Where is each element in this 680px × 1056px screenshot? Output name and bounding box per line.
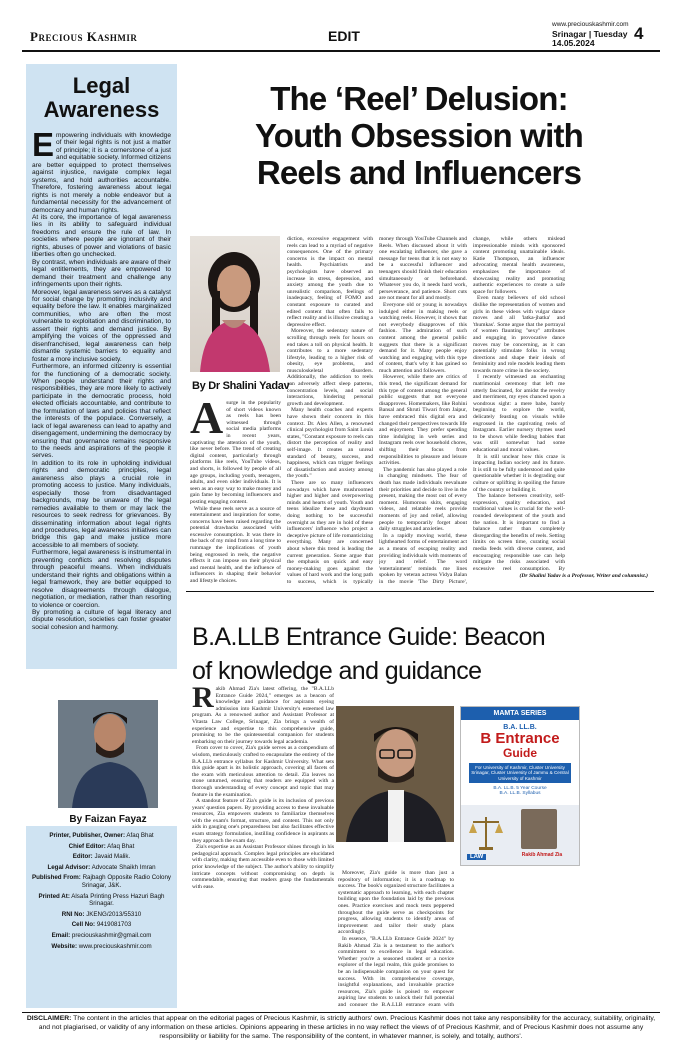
sidebar-body (26, 122, 177, 631)
sidebar-title (26, 64, 177, 122)
portrait-illustration (58, 700, 158, 808)
article1-paragraph: money through YouTube Channels and Reels. When discussed about it with one escalating influencer, she gave a message for teens that it is not easy to be a successful influencer and teenagers should finish their education simultaneously or beforehand. Whatever you do, it needs hard work, perseverance, and patience. Short cuts are not meant for all and mostly. (379, 236, 467, 302)
byline-shalini-yadav: By Dr Shalini Yadav (192, 380, 290, 392)
imprint-row (32, 853, 171, 861)
article1-title-line2: Youth Obsession with (254, 117, 584, 154)
article1-paragraph: It is still unclear how this craze is impacting Indian society and its future. It is still to be fully understood and quite questionable whether it is degrading our culture or uplifting in spoiling the future of the country or building it. (473, 453, 565, 493)
imprint-row (32, 932, 171, 940)
disclaimer-text: The content in the articles that appear on the editorial pages of Precious Kashmir, is strictly authors' own. Precious Kashmir does not take any responsibility for the accuracy, suitability, originality, and not plagiarised, or validity of any information on these articles. Opinions appearing in these articles in no way reflect the views of of Precious Kashmir, and of Precious Kashmir does not assume any responsibility or liability for the same. The responsibility of the content, in whatever manner, is solely, and totally, authors'. (38, 1015, 656, 1041)
book-author-photo (521, 809, 557, 849)
book-publisher-banner: MAMTA SERIES (461, 707, 579, 720)
imprint-label: Editor: (72, 853, 93, 861)
imprint-row (32, 832, 171, 840)
article1-paragraph (190, 400, 281, 506)
masthead-rule (22, 50, 660, 52)
article1-column-1 (190, 400, 281, 585)
imprint-value: Rajbagh Opposite Radio Colony Srinagar, J&K. (81, 874, 171, 889)
author-photo-rakib-ahmad-zia (336, 706, 454, 842)
imprint-label: Chief Editor: (68, 842, 106, 850)
imprint-label: Website: (51, 942, 78, 950)
article1-column-3 (379, 236, 467, 585)
sidebar-paragraph: Furthermore, an informed citizenry is essential for the functioning of a democratic society. When people understand their rights and responsibilities, they are more likely to actively participate in the democratic process, hold elected officials accountable, and contribute to the formulation of laws and policies that reflect the interests of the populace. Conversely, a lack of legal awareness can lead to apathy and disengagement, undermining the democracy by ensuring that governance remains responsive to the needs and aspirations of the people it serves. (32, 363, 171, 460)
imprint-row (32, 943, 171, 951)
imprint-label: Printed At: (38, 892, 70, 900)
article2-column-3 (338, 870, 454, 1006)
article1-paragraph: The pandemic has also played a role in changing mindsets. The fear of death has made individuals reevaluate their priorities and decide to live in the present, making the most out of every moment. Humorous skits, engaging videos, and relatable reels provide moments of joy and relief, allowing people to temporarily forget about daily struggles and anxieties. (379, 466, 467, 533)
book-subtitle: For University of Kashmir, Cluster University Srinagar, Cluster University of Jammu & Central University of Kashmir (469, 763, 571, 783)
article-ballb-title (192, 620, 654, 688)
book-syllabus-line: B.A. LL.B. Syllabus (499, 791, 541, 797)
imprint-label: Cell No: (71, 921, 96, 929)
section-label: EDIT (328, 28, 360, 44)
book-title-sub: Guide (502, 746, 537, 760)
sidebar-paragraph: By promoting a culture of legal literacy and dispute resolution, societies can foster greater social cohesion and harmony. (32, 609, 171, 631)
article2-paragraph: In essence, "B.A.LLb Entrance Guide 2024" by Rakib Ahmad Zia is a testament to the author's commitment to excellence in legal education. Whether you're a seasoned student or a novice explorer of the legal realm, this guide promises to be an indispensable companion on your quest for success. With its comprehensive coverage, insightful explanations, and invaluable practice resources, Zia's guide is poised to empower aspiring law students to unlock their full potential and conquer the B.A.LLB entrance exam with (338, 935, 454, 1006)
article1-author-note: (Dr Shalini Yadav is a Professor, Writer and columnist.) (519, 573, 648, 579)
article2-paragraph: From cover to cover, Zia's guide serves as a compendium of wisdom, meticulously crafted to encapsulate the entirety of the B.A.LLb entrance syllabus for Kashmir University. What sets this guide apart is its holistic approach, covering all facets of the exam with meticulous attention to detail. Zia leaves no stone unturned, ensuring that readers are equipped with a thorough understanding of every concept and topic that may feature in the examination. (192, 745, 334, 798)
sidebar-paragraph: At its core, the importance of legal awareness lies in its ability to safeguard individual freedoms and ensure the rule of law. In societies where people are ignorant of their rights, abuses of power and violations of basic liberties often go unchecked. (32, 213, 171, 259)
book-author-name: Rakib Ahmad Zia (521, 852, 563, 858)
imprint-label: Printer, Publisher, Owner: (49, 832, 126, 839)
article2-paragraph (192, 686, 334, 745)
portrait-illustration (336, 706, 454, 842)
imprint-value: Afaq Bhat (107, 842, 135, 850)
imprint-box (26, 826, 177, 1008)
article1-title-line3: Reels and Influencers (256, 154, 582, 191)
article1-paragraph: change, while others mislead impressionable minds with sponsored content promoting unattainable ideals. Katie Thompson, an influencer advocating mental health awareness, emphasizes the importance of showcasing reality and promoting authentic experiences to create a safe space for followers. (473, 236, 565, 295)
imprint-value: Advocate Shaikh Imran (91, 863, 156, 871)
legal-awareness-sidebar (26, 64, 177, 669)
sidebar-title-line2: Awareness (43, 97, 160, 122)
imprint-value: Javaid Malik. (94, 853, 131, 861)
article2-drop-cap: R (192, 686, 214, 714)
article1-paragraph: Moreover, the sedentary nature of scrolling through reels for hours on end takes a toll on physical health. It contributes to a more sedentary lifestyle, leading to a higher risk of obesity, eye problems, and musculoskeletal disorders. Additionally, the addiction to reels can adversely affect sleep patterns, concentration levels, and social interactions, hindering personal growth and development. (287, 328, 373, 407)
sidebar-first-paragraph: mpowering individuals with knowledge of their legal rights is not just a matter of principle; it is a cornerstone of a just and equitable society. Informed citizens are better equipped to protect themselves against injustice, navigate complex legal systems, and hold authorities accountable. Therefore, fostering awareness about legal rights is not merely a noble endeavor but a fundamental necessity for the advancement of democracy and human rights. (32, 132, 171, 214)
paper-name: Precious Kashmir (30, 29, 138, 44)
imprint-row (32, 864, 171, 872)
imprint-row (32, 893, 171, 908)
book-badge-law: LAW (467, 854, 486, 860)
article2-paragraph: A standout feature of Zia's guide is its inclusion of previous years' question papers. By providing access to these invaluable resources, Zia empowers students to familiarize themselves with the exam's format, structure, and content. This not only aids in gauging one's preparedness but also facilitates effective exam strategy formulation, instilling confidence in aspirants as they approach the exam day. (192, 798, 334, 844)
book-title-main: B Entrance (480, 730, 560, 747)
masthead-dateline: Srinagar | Tuesday (552, 29, 628, 39)
imprint-value: Alsafa Printing Press Hazuri Bagh Srinagar. (71, 892, 165, 908)
article1-paragraph: There are so many influencers nowadays which have mushroomed higher and higher and overpowering minds and hearts of youth. Youth and teens idealize these and daydream doing nothing to be successful overnight as they are in hold of these influencers' influence who project a deceptive picture of life romanticizing everything. Many are concerned about where this trend is leading the current generation. Some argue that the emphasis on quick and easy money-making goes against the values of hard work and the long path to success, which is typically (287, 479, 373, 585)
disclaimer-rule (22, 1012, 660, 1013)
book-title-top: B.A. LL.B. (503, 724, 537, 731)
article2-title-line1: B.A.LLB Entrance Guide: Beacon (192, 623, 546, 651)
sidebar-paragraph: In addition to its role in upholding individual rights and democratic principles, legal awareness also plays a crucial role in promoting access to justice. Many individuals, especially those from disadvantaged backgrounds, may be unaware of the legal remedies available to them or may lack the resources to seek redress for grievances. By disseminating information about legal rights and procedures, legal awareness initiatives can bridge this gap and make justice more accessible to all members of society. (32, 459, 171, 549)
article1-column-2 (287, 236, 373, 585)
sidebar-paragraph: Furthermore, legal awareness is instrumental in preventing conflicts and resolving disputes through peaceful means. When individuals understand their rights and obligations within a legal framework, they are better equipped to resolve disagreements through dialogue, negotiation, or mediation, rather than resorting to violence or coercion. (32, 549, 171, 609)
article1-paragraph: diction, excessive engagement with reels can lead to a myriad of negative consequences. One of the primary concerns is the impact on mental health. Psychiatrists and psychologists have observed an increase in stress, depression, and anxiety among the youth due to unrealistic comparison, feelings of inadequacy, feeling of FOMO and constant exposure to curated and edited content that often fails to reflect reality and is illusive creating a depressive effect. (287, 236, 373, 328)
page-number: 4 (634, 24, 644, 43)
masthead-website: www.preciouskashmir.com (552, 21, 629, 28)
disclaimer-label: DISCLAIMER: (26, 1015, 72, 1022)
article1-paragraph: Even many believers of old school dislike the representation of women and girls in these videos with vulgar dance moves and all 'latka-jhatka' and 'thumkas'. Some argue that the portrayal of women flaunting "sexy" attributes and engaging in provocative dance moves may be concerning, as it can potentially stimulate folks in wrong directions and shape their ideals of femininity and role models leading them towards more crime in the society. (473, 295, 565, 374)
article1-paragraph: However, while there are critics of this trend, the significant demand for this type of content among the general public suggests that not everyone disapproves. Homemakers, like Rohini Bansal and Shruti Tiwari from Jaipur, have embraced this digital era and changed their perspectives towards life and enjoyment. They prefer spending time indulging in web series and Instagram reels over household chores, shifting their focus from responsibilities to pleasure and leisure activities. (379, 374, 467, 467)
sidebar-title-line1: Legal (72, 73, 131, 98)
author-photo-shalini-yadav (190, 236, 280, 372)
article1-first-paragraph: surge in the popularity of short videos known as reels has been witnessed through social media platforms in recent years, captivating the attention of the youth, like never before. The trend of creating digital content, particularly through platforms like reels, YouTube videos, and shorts, is followed by people of all age groups, including youth, teenagers, adults, and even older individuals. It is seen as an easy way to make money and gain fame by becoming influencers and posting engaging content. (190, 400, 281, 505)
scales-of-justice-icon (469, 813, 503, 853)
article-divider (186, 591, 654, 592)
book-syllabus-line: B.A. LL.B. 5 Year Course (493, 786, 547, 792)
article1-column-4 (473, 236, 565, 571)
article2-paragraph: Moreover, Zia's guide is more than just a repository of information; it is a roadmap to success. The book's organized structure facilitates a systematic approach to learning, with each chapter building upon the foundation laid by the previous ones. Practice exercises and mock tests peppered throughout the guide serve as checkpoints for progress, allowing students to identify areas of improvement and tailor their study plans accordingly. (338, 870, 454, 936)
imprint-value: 9419081703 (96, 921, 132, 929)
sidebar-paragraph (32, 126, 171, 214)
article1-paragraph: In a rapidly moving world, these lighthearted forms of entertainment act as a means of escaping reality and providing individuals with moments of joy and relief. The word 'entertainment' reminds me lines spoken by veteran actress Vidya Balan in the movie 'The Dirty Picture', (379, 532, 467, 585)
imprint-value: JKENG/2013/55310 (86, 910, 142, 918)
imprint-value: preciouskashmir@gmail.com (71, 931, 152, 939)
imprint-label: RNI No: (61, 910, 85, 918)
sidebar-drop-cap: E (32, 126, 55, 163)
imprint-row (32, 874, 171, 889)
masthead-date: 14.05.2024 (552, 38, 595, 48)
byline-faizan-fayaz: By Faizan Fayaz (69, 814, 147, 825)
article1-paragraph: Many health coaches and experts have shown their concern in this context. Dr. Alex Allen, a renowned clinical psychologist from Saint Louis states, "Constant exposure to reels can distort the perception of reality and self-image. It creates an unreal standard of beauty, success, and happiness, which can trigger feelings of dissatisfaction and anxiety among the youth." (287, 407, 373, 480)
sidebar-paragraph: By contrast, when individuals are aware of their legal entitlements, they are empowered to demand their treatment and challenge any infringements upon their rights. (32, 258, 171, 289)
imprint-label: Email: (51, 931, 71, 939)
imprint-label: Legal Advisor: (47, 863, 91, 871)
article1-drop-cap: A (190, 400, 224, 443)
imprint-label: Published From: (32, 874, 81, 882)
disclaimer (26, 1014, 656, 1054)
masthead (22, 20, 660, 48)
imprint-row (32, 843, 171, 851)
article2-title-line2: of knowledge and guidance (192, 657, 482, 685)
article1-title-line1: The ‘Reel’ Delusion: (270, 80, 568, 117)
imprint-rows (32, 832, 171, 950)
article-reel-delusion-title (188, 80, 650, 191)
imprint-row (32, 921, 171, 929)
sidebar-paragraph: Moreover, legal awareness serves as a catalyst for social change by promoting inclusivity and equality before the law. It enables marginalized communities, who are often the most vulnerable to exploitation and discrimination, to assert their rights and demand justice. By amplifying the voices of the oppressed and disenfranchised, legal awareness can help dismantle systemic barriers to equality and foster a more inclusive society. (32, 288, 171, 363)
article2-paragraph: Zia's expertise as an Assistant Professor shines through in his pedagogical approach. Complex legal principles are elucidated with clarity, making them accessible even to those with limited prior knowledge of the subject. The author's ability to simplify intricate concepts without compromising on depth is commendable, ensuring that readers grasp the fundamentals with ease. (192, 844, 334, 890)
article1-paragraph: The balance between creativity, self-expression, quality education, and traditional values is crucial for the well-rounded development of the youth and the nation. It is important to find a balance rather than completely disregarding the benefits of reels. Setting limits on screen time, curating social media feeds with diverse content, and encouraging responsible use can help mitigate the risks associated with excessive reel consumption. By (473, 493, 565, 571)
article1-paragraph: Everyone old or young is nowadays indulged either in making reels or watching reels. However, it shows that not everybody disapproves of this fashion. The admiration of such content among the general public suggests that there is a significant demand for it. Many people enjoy watching and engaging with this type of content, that's why it has gained so much attention and followers. (379, 301, 467, 374)
imprint-value: Afaq Bhat (126, 832, 154, 839)
article1-paragraph: I recently witnessed an enchanting matrimonial ceremony that left me utterly fascinated, for amidst the revelry and merriment, my eyes chanced upon a wondrous sight: a mere babe, barely beginning to explore the world, delicately feasting on visuals while engrossed in the captivating reels of Instagram. Earlier nursery rhymes used to be shown while feeding babies that was still somewhat had some educational and moral values. (473, 374, 565, 453)
imprint-value: www.preciouskashmir.com (78, 942, 152, 950)
author-photo-faizan-fayaz (58, 700, 158, 808)
article1-paragraph: While these reels serve as a source of entertainment and inspiration for some, concerns have been raised regarding the potential drawbacks associated with excessive consumption. It was there in the back of my mind from a long time to rummage the implications of youth being engrossed in reels, the negative effects it can impose on their physical and mental health, and the influence of influencers in shaping their behavior and lifestyle choices. (190, 505, 281, 585)
article2-column-1 (192, 686, 334, 1008)
book-cover-bottom (461, 805, 580, 865)
portrait-illustration (190, 236, 280, 372)
article2-first-paragraph: akib Ahmad Zia's latest offering, the "B.A.LLb Entrance Guide 2024," emerges as a beacon of knowledge and guidance for aspirants eyeing admission into Kashmir University's esteemed law program. As a renowned author and Assistant Professor at Vitasta Law College, Srinagar, Zia brings a wealth of experience and expertise to this comprehensive guide, promising to be the quintessential companion for students embarking on their journey towards legal academia. (192, 686, 334, 745)
imprint-row (32, 911, 171, 919)
book-cover-ballb-guide (460, 706, 580, 866)
